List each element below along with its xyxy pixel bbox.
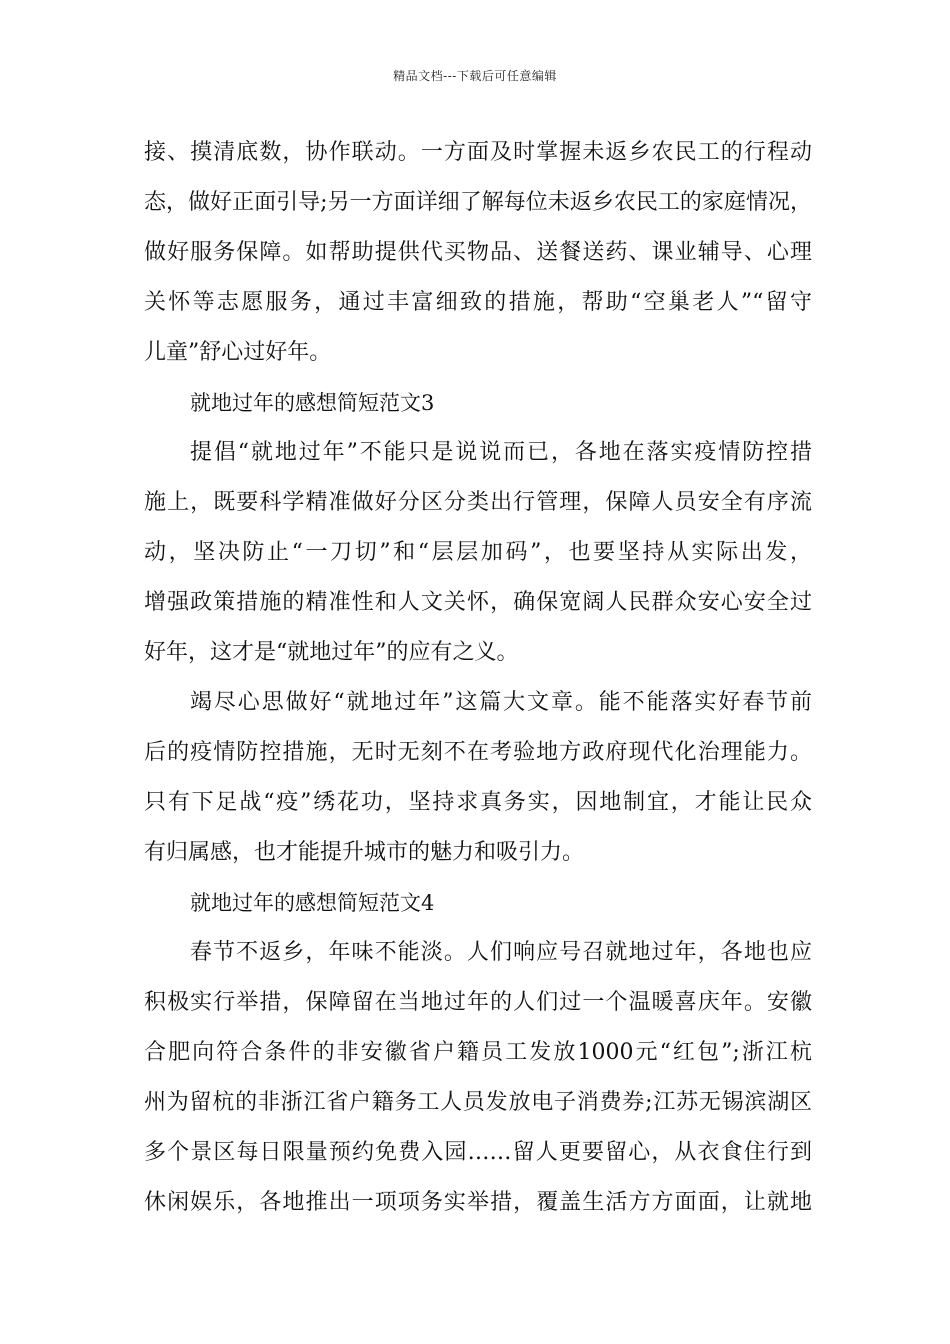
text-line: 州为留杭的非浙江省户籍务工人员发放电子消费券;江苏无锡滨湖区 <box>144 1090 812 1115</box>
text-line: 施上，既要科学精准做好分区分类出行管理，保障人员安全有序流 <box>144 490 812 515</box>
text-line: 态，做好正面引导;另一方面详细了解每位未返乡农民工的家庭情况， <box>144 190 812 215</box>
text-line: 接、摸清底数，协作联动。一方面及时掌握未返乡农民工的行程动 <box>144 140 812 165</box>
text-line: 多个景区每日限量预约免费入园……留人更要留心，从衣食住行到 <box>144 1140 812 1165</box>
section-title: 就地过年的感想简短范文4 <box>190 891 435 915</box>
text-line: 有归属感，也才能提升城市的魅力和吸引力。 <box>144 840 585 865</box>
text-line: 积极实行举措，保障留在当地过年的人们过一个温暖喜庆年。安徽 <box>144 990 812 1015</box>
text-line: 增强政策措施的精准性和人文关怀，确保宽阔人民群众安心安全过 <box>144 590 812 615</box>
document-body <box>144 128 812 1228</box>
text-line: 儿童”舒心过好年。 <box>144 340 332 365</box>
section-title: 就地过年的感想简短范文3 <box>190 391 435 415</box>
text-line: 竭尽心思做好“就地过年”这篇大文章。能不能落实好春节前 <box>190 690 812 715</box>
text-line: 后的疫情防控措施，无时无刻不在考验地方政府现代化治理能力。 <box>144 740 812 765</box>
text-line: 休闲娱乐，各地推出一项项务实举措，覆盖生活方方面面，让就地 <box>144 1190 812 1215</box>
text-line: 动，坚决防止“一刀切”和“层层加码”，也要坚持从实际出发， <box>144 540 812 565</box>
text-line: 关怀等志愿服务，通过丰富细致的措施，帮助“空巢老人”“留守 <box>144 290 812 315</box>
text-line: 提倡“就地过年”不能只是说说而已，各地在落实疫情防控措 <box>190 440 812 465</box>
text-line: 合肥向符合条件的非安徽省户籍员工发放1000元“红包”;浙江杭 <box>144 1040 812 1065</box>
text-line: 好年，这才是“就地过年”的应有之义。 <box>144 640 519 665</box>
text-line: 只有下足战“疫”绣花功，坚持求真务实，因地制宜，才能让民众 <box>144 790 812 815</box>
text-line: 春节不返乡，年味不能淡。人们响应号召就地过年，各地也应 <box>190 940 812 965</box>
page-header: 精品文档---下载后可任意编辑 <box>393 69 557 83</box>
text-line: 做好服务保障。如帮助提供代买物品、送餐送药、课业辅导、心理 <box>144 240 812 265</box>
